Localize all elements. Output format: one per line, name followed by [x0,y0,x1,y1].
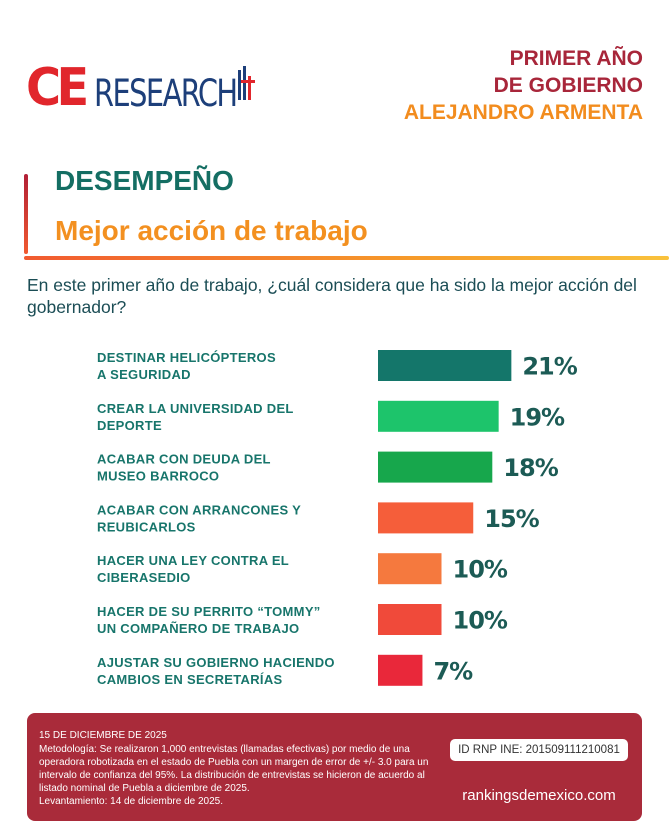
category-label-2: CREAR LA UNIVERSIDAD DEL DEPORTE [97,400,294,433]
bar-6 [378,604,442,635]
header-line-3: ALEJANDRO ARMENTA [403,101,643,124]
category-label-4: ACABAR CON ARRANCONES Y REUBICARLOS [97,502,302,535]
value-label-5: 10% [452,555,507,584]
value-label-3: 18% [503,454,558,483]
bar-5 [378,553,442,584]
category-label-6: HACER DE SU PERRITO “TOMMY” UN COMPAÑERO DE TRABAJO [97,604,321,636]
bar-2 [378,401,499,432]
header-line-2: DE GOBIERNO [493,74,643,97]
header-line-1: PRIMER AÑO [509,47,643,70]
methodology-footer [27,713,642,821]
bar-chart [0,340,669,700]
category-label-1: DESTINAR HELICÓPTEROS A SEGURIDAD [97,350,276,382]
bar-3 [378,452,492,483]
methodology-text: Metodología: Se realizaron 1,000 entrevistas (llamadas efectivas) por medio de una operadora robotizada en el estado de Puebla con un margen de error de +/- 3.0 para un intervalo de confianza del 95%. La distribución de entrevistas se hicieron de acuerdo al listado nominal de Puebla a diciembre de 2025. [39,744,429,794]
category-label-7: AJUSTAR SU GOBIERNO HACIENDO CAMBIOS EN SECRETARÍAS [97,654,335,687]
category-label-3: ACABAR CON DEUDA DEL MUSEO BARROCO [97,451,271,484]
value-label-7: 7% [433,657,473,686]
website-link[interactable]: rankingsdemexico.com [462,787,616,804]
survey-question: En este primer año de trabajo, ¿cuál considera que ha sido la mejor acción del gobernador? [27,275,637,317]
bar-1 [378,350,511,381]
category-label-5: HACER UNA LEY CONTRA EL CIBERASEDIO [97,553,290,586]
section-title: DESEMPEÑO [55,165,234,196]
value-label-2: 19% [509,403,565,432]
value-label-1: 21% [522,352,577,381]
footer-date: 15 DE DICIEMBRE DE 2025 [39,730,167,741]
bar-4 [378,502,473,533]
header-title [404,45,643,126]
section-subtitle: Mejor acción de trabajo [55,215,368,246]
bar-7 [378,655,422,686]
footer-methodology [39,743,439,808]
logo-ce: CE [26,58,85,118]
value-label-6: 10% [452,606,507,635]
id-rnp-badge: ID RNP INE: 201509111210081 [450,739,628,761]
levantamiento-text: Levantamiento: 14 de diciembre de 2025. [39,796,224,807]
logo-bars-icon [238,66,256,106]
section-frame-horizontal [24,256,669,260]
section-frame-vertical [24,174,28,254]
logo-research: RESEARCH [93,72,237,115]
value-label-4: 15% [484,504,539,533]
